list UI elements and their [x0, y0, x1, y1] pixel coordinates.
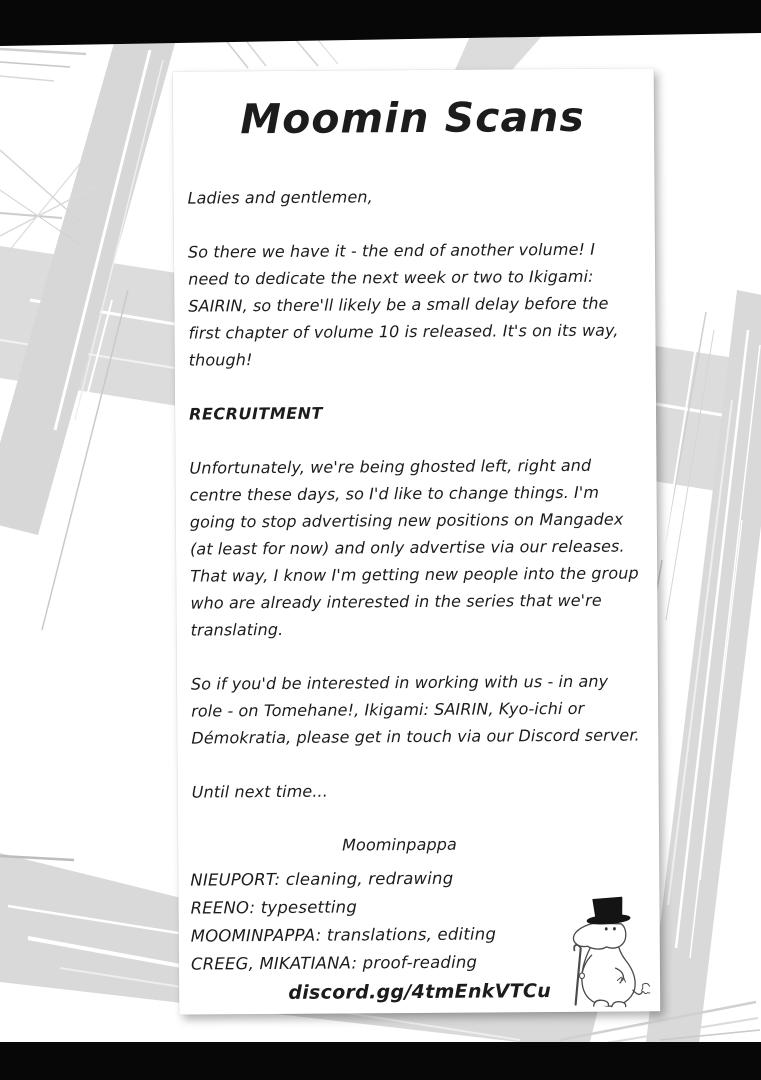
closing-text: Until next time... — [191, 781, 328, 802]
credit-line-proofreading: CREEG, MIKATIANA: proof-reading — [190, 952, 478, 974]
scanlation-letter-panel — [173, 68, 661, 1014]
credit-line-cleaning: NIEUPORT: cleaning, redrawing — [190, 868, 454, 890]
paragraph-recruitment: Unfortunately, we're being ghosted left, right and centre these days, so I'd like to change things. I'm going to stop advertising new positions on Mangadex (at least for now) and only advertise via our releases. That way, I know I'm getting new people into the group who are already interested in the series that we're translating. — [189, 455, 639, 640]
recruitment-heading: RECRUITMENT — [189, 403, 323, 424]
paragraph-invitation: So if you'd be interested in working with us - in any role - on Tomehane!, Ikigami: SAIRIN, Kyo-ichi or Démokratia, please get in touch via our Discord server. — [190, 671, 640, 748]
credit-line-translation: MOOMINPAPPA: translations, editing — [190, 924, 497, 946]
page-title: Moomin Scans — [240, 92, 585, 144]
discord-link-text: discord.gg/4tmEnkVTCu — [288, 980, 552, 1004]
salutation-text: Ladies and gentlemen, — [187, 187, 373, 208]
bottom-letterbox-bar — [0, 1042, 761, 1080]
paragraph-volume-update: So there we have it - the end of another volume! I need to dedicate the next week or two to Ikigami: SAIRIN, so there'll likely be a small delay before the first chapter of volume 10 is released. It's on its way, though! — [187, 239, 619, 370]
credit-line-typesetting: REENO: typesetting — [190, 897, 358, 918]
signature-text: Moominpappa — [342, 834, 457, 855]
moominpappa-illustration — [567, 892, 650, 1008]
